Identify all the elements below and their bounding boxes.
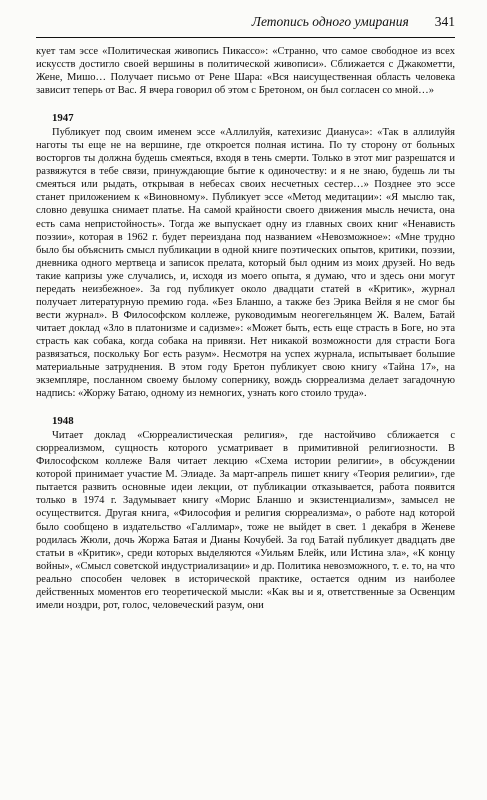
year-heading-1947: 1947 bbox=[52, 112, 74, 125]
section-1948-text: Читает доклад «Сюрреалистическая религия», где настойчиво сближается с сюрреализмом, сущность которого усматривает в примитивной религиозности. В Философском коллеже Валя читает лекцию «Схема истории религии», в обсуждении которой принимает участие М. Элиаде. За март-апрель пишет книгу «Теория религии», где пытается развить основные идеи лекции, от публикации отказывается, работа появится только в 1974 г. Задумывает книгу «Морис Бланшо и экзистенциализм», замысел не осуществится. Другая книга, «Философия и религия сюрреализма», о работе над которой было сообщено в издательство «Галлимар», тоже не выйдет в свет. 1 декабря в Женеве родилась Жюли, дочь Жоржа Батая и Дианы Кочубей. За год Батай публикует двадцать две статьи в «Критик», среди которых выделяются «Уильям Блейк, или Истина зла», «К концу войны», «Смысл советской индустриализации» и др. Политика невозможного, т. е. то, на что реально способен человек в исторической практике, остается одним из наиболее действенных моментов его теоретической мысли: «Как вы и я, ответственные за Освенцим имели ноздри, рот, голос, человеческий разум, они bbox=[36, 430, 455, 611]
page-number: 341 bbox=[434, 14, 455, 29]
page-header bbox=[36, 14, 455, 34]
intro-paragraph: кует там эссе «Политическая живопись Пикассо»: «Странно, что самое свободное из всех искусств достигло своей вершины в политической живописи». Сближается с Джакометти, Жене, Мишо… Получает письмо от Рене Шара: «Вся наисущественная область человека зависит теперь от Вас. Я вчера говорил об этом с Бретоном, он был согласен со мной…» bbox=[36, 46, 455, 97]
running-title: Летопись одного умирания bbox=[251, 14, 409, 29]
year-heading-1948: 1948 bbox=[52, 415, 74, 428]
header-rule bbox=[36, 37, 455, 38]
section-1947-text: Публикует под своим именем эссе «Аллилуйя, катехизис Диануса»: «Так в аллилуйя наготы ты еще не на вершине, где откроется полная истина. По ту сторону от больных восторгов ты должна будешь смеяться, входя в тень смерти. Только в этот миг разрешатся и развяжутся в тебе связи, принуждающие бытие к одиночеству: и я не знаю, будешь ли ты смеяться или рыдать, открывая в небесах своих несчетных сестер…» Позднее это эссе станет приложением к «Виновному». Публикует эссе «Метод медитации»: «Я мыслю так, словно девушка снимает платье. На самой крайности своего движения мысль нечиста, она есть сама непристойность». Тогда же выпускает одну из главных своих книг «Ненависть поэзии», которая в 1962 г. будет переиздана под названием «Невозможное»: «Мне трудно было бы объяснить смысл публикации в одной книге поэтических опытов, критики, поэзии, дневника одного мертвеца и записок прелата, который был одним из моих друзей. Но ведь такие капризы уже случались, и, исходя из моего опыта, я думаю, что и здесь они могут передать неизбежное». За год публикует около двадцати статей в «Критик», журнал получает литературную премию года. «Без Бланшо, а также без Эрика Вейля я не смог бы вести журнал». В Философском коллеже, руководимым неогегельянцем Ж. Валем, Батай читает доклад «Зло в платонизме и садизме»: «Может быть, есть еще страсть в Боге, но эта страсть как собака, когда собака на привязи. Нет никакой возможности для страсти Бога развязаться, поскольку Бог есть разум». Несмотря на успех журнала, испытывает большие материальные затруднения. В этом году Бретон публикует свою книгу «Тайна 17», на экземпляре, посланном своему былому сопернику, вождь сюрреализма делает загадочную надпись: «Жоржу Батаю, одному из немногих, узнать кого стоило труда». bbox=[36, 127, 455, 400]
